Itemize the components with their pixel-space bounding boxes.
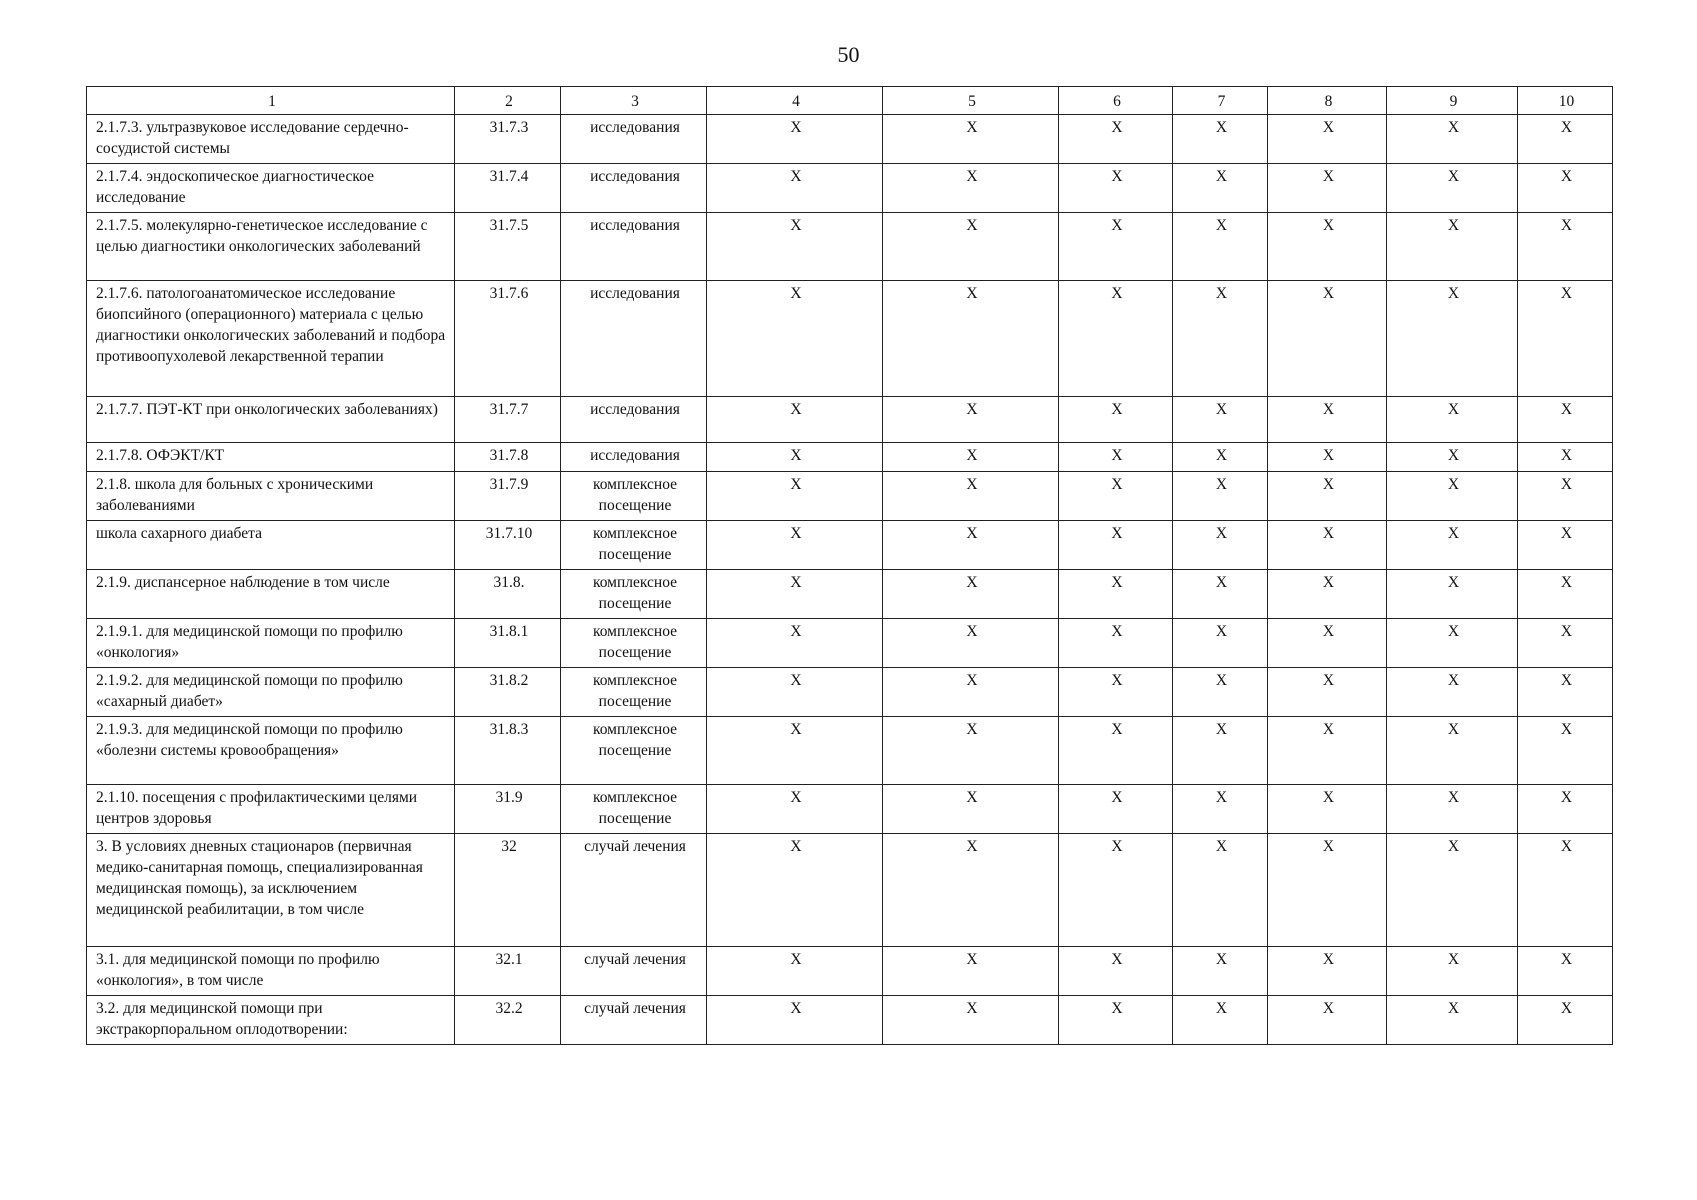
row-code-cell: 31.8.2: [455, 668, 561, 717]
column-header: 9: [1387, 87, 1518, 115]
value-cell: Х: [1268, 521, 1387, 570]
column-header: 10: [1518, 87, 1613, 115]
value-cell: Х: [1059, 115, 1173, 164]
value-cell: Х: [1268, 668, 1387, 717]
value-cell: Х: [1387, 717, 1518, 785]
value-cell: Х: [1268, 785, 1387, 834]
value-cell: Х: [707, 570, 883, 619]
value-cell: Х: [1387, 521, 1518, 570]
value-cell: Х: [1387, 668, 1518, 717]
value-cell: Х: [883, 164, 1059, 213]
value-cell: Х: [1518, 834, 1613, 947]
row-code-cell: 31.7.9: [455, 472, 561, 521]
row-code-cell: 31.8.3: [455, 717, 561, 785]
value-cell: Х: [707, 281, 883, 397]
row-unit-cell: исследования: [561, 213, 707, 281]
value-cell: Х: [883, 785, 1059, 834]
row-code-cell: 31.7.6: [455, 281, 561, 397]
value-cell: Х: [1518, 443, 1613, 472]
value-cell: Х: [707, 397, 883, 443]
row-code-cell: 32: [455, 834, 561, 947]
value-cell: Х: [1173, 619, 1268, 668]
value-cell: Х: [1173, 834, 1268, 947]
column-header: 6: [1059, 87, 1173, 115]
value-cell: Х: [1268, 472, 1387, 521]
value-cell: Х: [883, 570, 1059, 619]
value-cell: Х: [1387, 996, 1518, 1045]
value-cell: Х: [1518, 668, 1613, 717]
data-table: [86, 86, 1613, 1045]
value-cell: Х: [1518, 947, 1613, 996]
table-row: [87, 213, 1613, 281]
table-row: [87, 521, 1613, 570]
value-cell: Х: [1268, 619, 1387, 668]
value-cell: Х: [1173, 397, 1268, 443]
value-cell: Х: [1059, 996, 1173, 1045]
value-cell: Х: [1059, 164, 1173, 213]
value-cell: Х: [1173, 947, 1268, 996]
value-cell: Х: [707, 785, 883, 834]
column-header: 8: [1268, 87, 1387, 115]
row-name-cell: 2.1.7.4. эндоскопическое диагностическое исследование: [87, 164, 455, 213]
value-cell: Х: [1173, 570, 1268, 619]
value-cell: Х: [1059, 785, 1173, 834]
row-code-cell: 31.7.8: [455, 443, 561, 472]
row-unit-cell: исследования: [561, 164, 707, 213]
page-number: 50: [837, 42, 860, 67]
value-cell: Х: [1173, 213, 1268, 281]
value-cell: Х: [1059, 397, 1173, 443]
row-name-cell: 2.1.8. школа для больных с хроническими заболеваниями: [87, 472, 455, 521]
row-code-cell: 31.8.: [455, 570, 561, 619]
row-unit-cell: исследования: [561, 397, 707, 443]
row-unit-cell: комплексное посещение: [561, 570, 707, 619]
value-cell: Х: [1173, 281, 1268, 397]
value-cell: Х: [883, 443, 1059, 472]
row-code-cell: 31.7.4: [455, 164, 561, 213]
value-cell: Х: [1518, 472, 1613, 521]
value-cell: Х: [1059, 619, 1173, 668]
value-cell: Х: [1387, 164, 1518, 213]
row-name-cell: 2.1.7.6. патологоанатомическое исследование биопсийного (операционного) материала с целью диагностики онкологических заболеваний и подбора противоопухолевой лекарственной терапии: [87, 281, 455, 397]
value-cell: Х: [707, 834, 883, 947]
table-row: [87, 834, 1613, 947]
value-cell: Х: [1518, 785, 1613, 834]
row-code-cell: 31.9: [455, 785, 561, 834]
table-row: [87, 570, 1613, 619]
table-row: [87, 717, 1613, 785]
row-name-cell: 2.1.7.3. ультразвуковое исследование сердечно-сосудистой системы: [87, 115, 455, 164]
value-cell: Х: [883, 397, 1059, 443]
row-name-cell: школа сахарного диабета: [87, 521, 455, 570]
row-code-cell: 31.7.5: [455, 213, 561, 281]
value-cell: Х: [883, 947, 1059, 996]
table-row: [87, 397, 1613, 443]
value-cell: Х: [1059, 668, 1173, 717]
value-cell: Х: [1268, 213, 1387, 281]
value-cell: Х: [1173, 115, 1268, 164]
value-cell: Х: [1059, 717, 1173, 785]
header-row: [87, 87, 1613, 115]
column-header: 2: [455, 87, 561, 115]
row-unit-cell: комплексное посещение: [561, 619, 707, 668]
row-unit-cell: случай лечения: [561, 834, 707, 947]
row-name-cell: 2.1.7.5. молекулярно-генетическое исследование с целью диагностики онкологических заболеваний: [87, 213, 455, 281]
value-cell: Х: [707, 947, 883, 996]
row-code-cell: 31.7.3: [455, 115, 561, 164]
column-header: 3: [561, 87, 707, 115]
table-row: [87, 115, 1613, 164]
value-cell: Х: [883, 717, 1059, 785]
value-cell: Х: [707, 443, 883, 472]
value-cell: Х: [1268, 281, 1387, 397]
value-cell: Х: [1518, 717, 1613, 785]
value-cell: Х: [1518, 570, 1613, 619]
table-row: [87, 443, 1613, 472]
column-header: 4: [707, 87, 883, 115]
row-name-cell: 2.1.7.7. ПЭТ-КТ при онкологических заболеваниях): [87, 397, 455, 443]
value-cell: Х: [883, 996, 1059, 1045]
row-code-cell: 31.8.1: [455, 619, 561, 668]
column-header: 1: [87, 87, 455, 115]
row-unit-cell: случай лечения: [561, 947, 707, 996]
row-name-cell: 2.1.9.2. для медицинской помощи по профилю «сахарный диабет»: [87, 668, 455, 717]
row-code-cell: 32.1: [455, 947, 561, 996]
value-cell: Х: [1173, 521, 1268, 570]
value-cell: Х: [707, 717, 883, 785]
table-row: [87, 472, 1613, 521]
row-name-cell: 2.1.7.8. ОФЭКТ/КТ: [87, 443, 455, 472]
row-unit-cell: комплексное посещение: [561, 521, 707, 570]
row-unit-cell: комплексное посещение: [561, 668, 707, 717]
row-code-cell: 31.7.7: [455, 397, 561, 443]
row-unit-cell: исследования: [561, 115, 707, 164]
row-unit-cell: исследования: [561, 443, 707, 472]
table-row: [87, 164, 1613, 213]
value-cell: Х: [1387, 619, 1518, 668]
value-cell: Х: [1059, 570, 1173, 619]
value-cell: Х: [1173, 472, 1268, 521]
table-header: [87, 87, 1613, 115]
table-row: [87, 947, 1613, 996]
value-cell: Х: [1173, 668, 1268, 717]
row-name-cell: 2.1.9.3. для медицинской помощи по профилю «болезни системы кровообращения»: [87, 717, 455, 785]
table-row: [87, 785, 1613, 834]
table-row: [87, 281, 1613, 397]
value-cell: Х: [1387, 785, 1518, 834]
table-body: [87, 115, 1613, 1045]
value-cell: Х: [883, 619, 1059, 668]
table-row: [87, 619, 1613, 668]
value-cell: Х: [1268, 164, 1387, 213]
value-cell: Х: [1059, 947, 1173, 996]
value-cell: Х: [1518, 115, 1613, 164]
value-cell: Х: [1059, 443, 1173, 472]
column-header: 7: [1173, 87, 1268, 115]
value-cell: Х: [1518, 281, 1613, 397]
value-cell: Х: [1059, 472, 1173, 521]
value-cell: Х: [707, 472, 883, 521]
value-cell: Х: [1518, 996, 1613, 1045]
value-cell: Х: [1387, 397, 1518, 443]
row-unit-cell: исследования: [561, 281, 707, 397]
value-cell: Х: [1518, 164, 1613, 213]
value-cell: Х: [1518, 397, 1613, 443]
value-cell: Х: [883, 472, 1059, 521]
value-cell: Х: [1059, 834, 1173, 947]
value-cell: Х: [1268, 717, 1387, 785]
column-header: 5: [883, 87, 1059, 115]
value-cell: Х: [883, 213, 1059, 281]
value-cell: Х: [1387, 947, 1518, 996]
row-unit-cell: комплексное посещение: [561, 472, 707, 521]
row-name-cell: 2.1.9. диспансерное наблюдение в том числе: [87, 570, 455, 619]
row-code-cell: 32.2: [455, 996, 561, 1045]
value-cell: Х: [707, 619, 883, 668]
value-cell: Х: [1387, 115, 1518, 164]
value-cell: Х: [883, 834, 1059, 947]
value-cell: Х: [1518, 213, 1613, 281]
value-cell: Х: [1059, 521, 1173, 570]
value-cell: Х: [1268, 115, 1387, 164]
table-row: [87, 668, 1613, 717]
value-cell: Х: [883, 281, 1059, 397]
row-unit-cell: комплексное посещение: [561, 785, 707, 834]
value-cell: Х: [1173, 164, 1268, 213]
row-code-cell: 31.7.10: [455, 521, 561, 570]
value-cell: Х: [883, 521, 1059, 570]
value-cell: Х: [1518, 619, 1613, 668]
value-cell: Х: [1059, 281, 1173, 397]
value-cell: Х: [1173, 996, 1268, 1045]
value-cell: Х: [1268, 947, 1387, 996]
table-row: [87, 996, 1613, 1045]
value-cell: Х: [1387, 213, 1518, 281]
value-cell: Х: [883, 668, 1059, 717]
row-unit-cell: случай лечения: [561, 996, 707, 1045]
value-cell: Х: [1518, 521, 1613, 570]
row-name-cell: 3.1. для медицинской помощи по профилю «онкология», в том числе: [87, 947, 455, 996]
row-name-cell: 3. В условиях дневных стационаров (первичная медико-санитарная помощь, специализированная медицинская помощь), за исключением медицинской реабилитации, в том числе: [87, 834, 455, 947]
value-cell: Х: [1173, 785, 1268, 834]
row-name-cell: 2.1.9.1. для медицинской помощи по профилю «онкология»: [87, 619, 455, 668]
value-cell: Х: [1387, 443, 1518, 472]
row-name-cell: 2.1.10. посещения с профилактическими целями центров здоровья: [87, 785, 455, 834]
value-cell: Х: [707, 521, 883, 570]
value-cell: Х: [1173, 443, 1268, 472]
value-cell: Х: [707, 668, 883, 717]
row-unit-cell: комплексное посещение: [561, 717, 707, 785]
value-cell: Х: [1173, 717, 1268, 785]
value-cell: Х: [707, 115, 883, 164]
value-cell: Х: [1387, 570, 1518, 619]
value-cell: Х: [1387, 834, 1518, 947]
value-cell: Х: [1268, 996, 1387, 1045]
value-cell: Х: [1268, 397, 1387, 443]
value-cell: Х: [1268, 834, 1387, 947]
value-cell: Х: [1268, 570, 1387, 619]
value-cell: Х: [883, 115, 1059, 164]
value-cell: Х: [1268, 443, 1387, 472]
value-cell: Х: [1387, 472, 1518, 521]
value-cell: Х: [1387, 281, 1518, 397]
value-cell: Х: [1059, 213, 1173, 281]
value-cell: Х: [707, 996, 883, 1045]
value-cell: Х: [707, 213, 883, 281]
row-name-cell: 3.2. для медицинской помощи при экстракорпоральном оплодотворении:: [87, 996, 455, 1045]
value-cell: Х: [707, 164, 883, 213]
